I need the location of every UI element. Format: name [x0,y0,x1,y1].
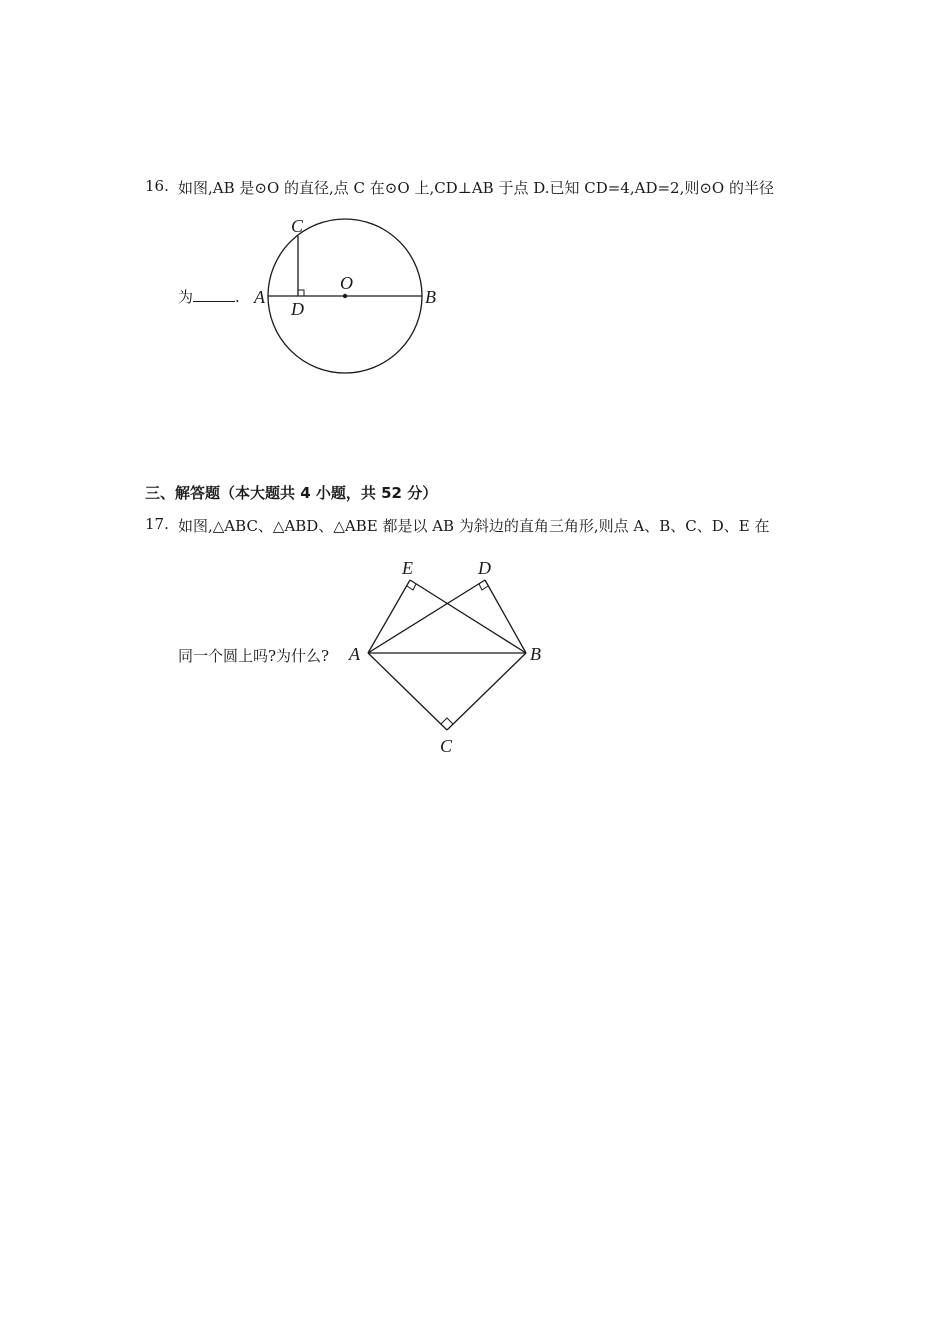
right-angle-mark [298,290,304,296]
segment-db [485,580,526,653]
question-17-text: 如图,△ABC、△ABD、△ABE 都是以 AB 为斜边的直角三角形,则点 A、B、C、D、E 在 [178,517,770,535]
question-16-answer-line [178,286,240,307]
label-c: C [440,736,453,756]
question-16-number: 16. [145,177,169,195]
circle-diagram [245,208,455,383]
answer-prefix: 为 [178,288,194,306]
answer-blank[interactable] [193,289,235,302]
label-d: D [478,558,491,578]
segment-ae [368,580,410,653]
label-b: B [530,644,541,664]
right-angle-mark-c [441,718,453,724]
section-heading: 三、解答题（本大题共 4 小题，共 52 分） [145,484,438,502]
label-b: B [425,287,436,307]
triangle-diagram [340,555,560,760]
label-d: D [291,299,304,319]
right-angle-mark-e [407,584,416,590]
label-c: C [291,216,304,236]
question-16-text: 如图,AB 是⊙O 的直径,点 C 在⊙O 上,CD⊥AB 于点 D.已知 CD=4,AD=2,则⊙O 的半径 [178,179,774,197]
label-a: A [254,287,265,307]
label-o: O [340,273,353,293]
label-a: A [349,644,360,664]
right-angle-mark-d [479,584,488,590]
center-point [343,294,347,298]
segment-cb [447,653,526,730]
answer-suffix: . [235,288,240,306]
label-e: E [402,558,413,578]
question-17-number: 17. [145,515,169,533]
question-17-text-line2: 同一个圆上吗?为什么? [178,647,330,665]
segment-ac [368,653,447,730]
